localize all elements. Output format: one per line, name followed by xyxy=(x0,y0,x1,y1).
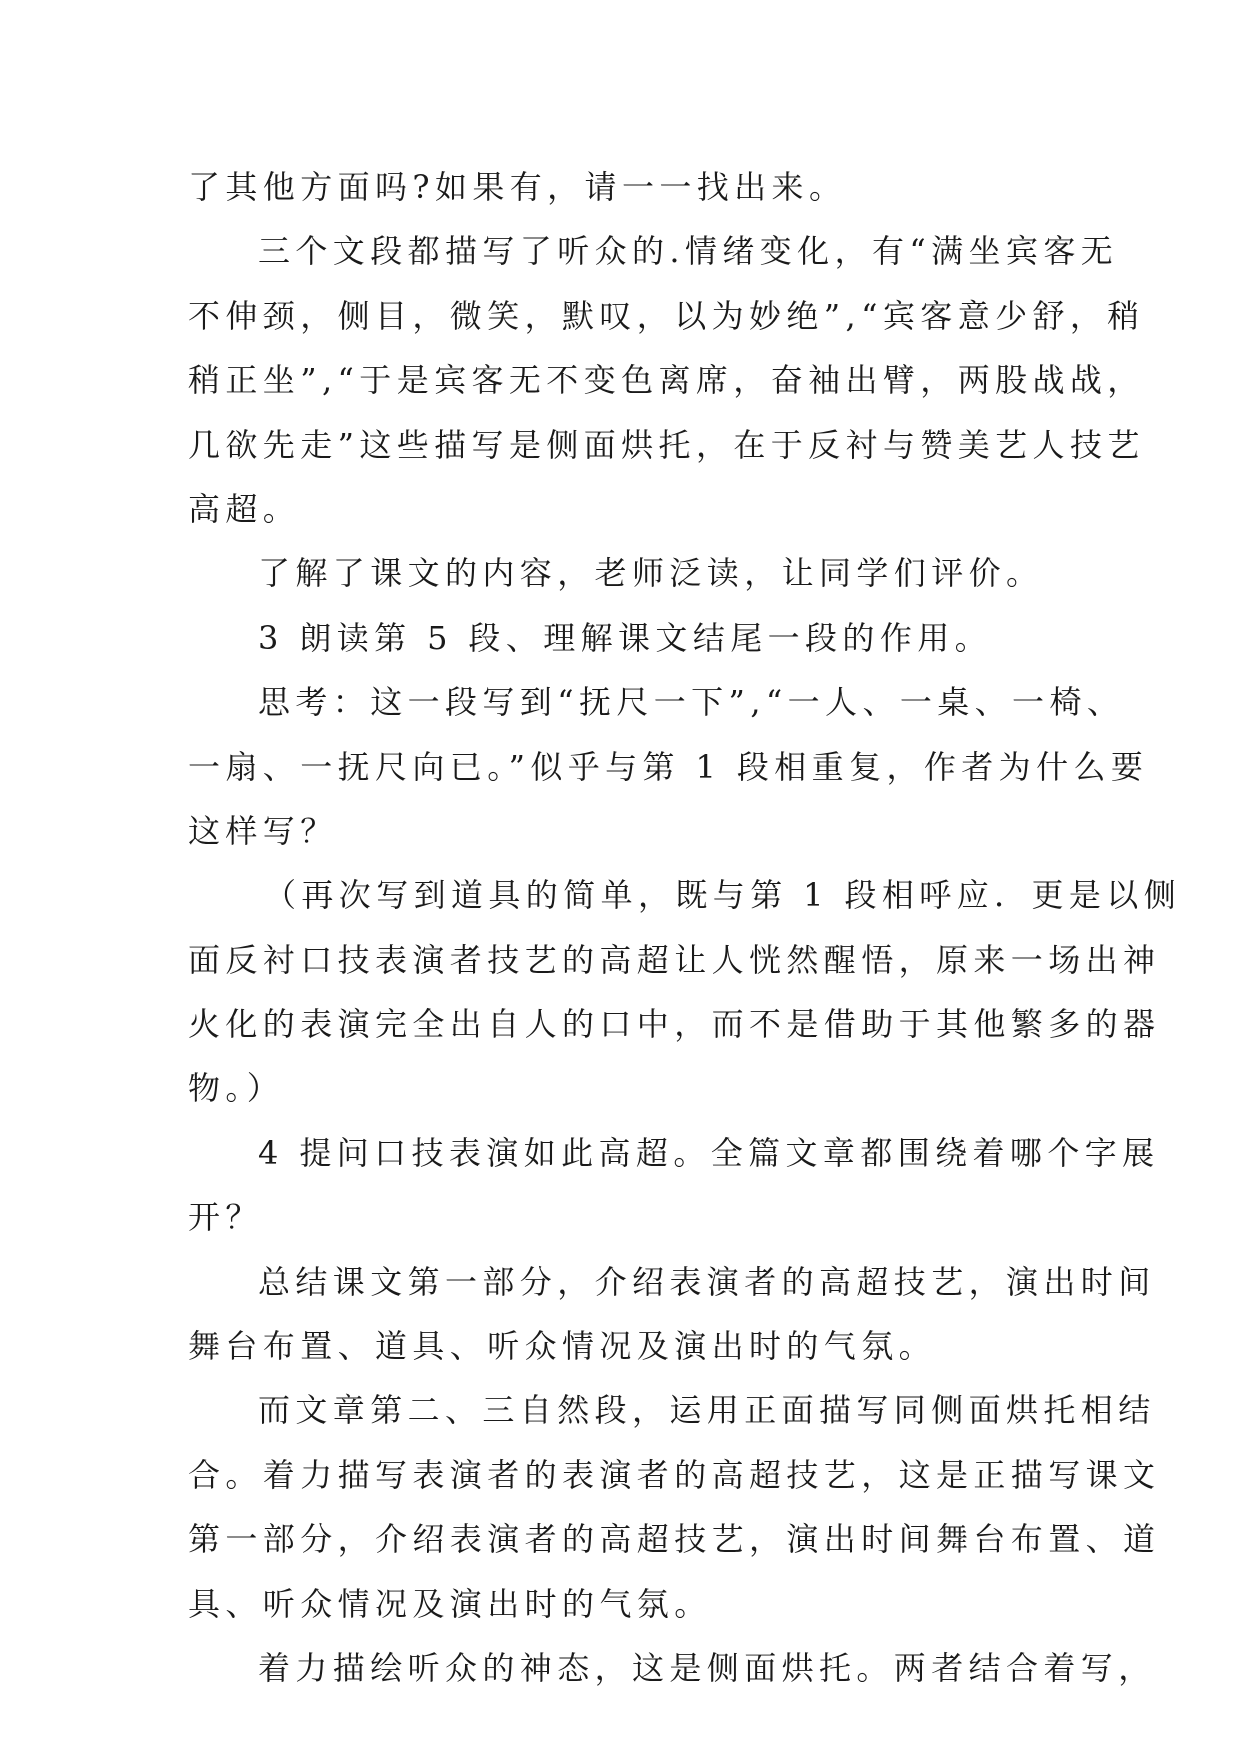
text-line: 一扇、一抚尺向已。”似乎与第 1 段相重复，作者为什么要 xyxy=(188,747,1149,786)
text-line: 总结课文第一部分，介绍表演者的高超技艺，演出时间 xyxy=(258,1262,1156,1301)
text-line: 思考：这一段写到“抚尺一下”,“一人、一桌、一椅、 xyxy=(258,683,1125,722)
text-line: 三个文段都描写了听众的.情绪变化，有“满坐宾客无 xyxy=(258,232,1119,271)
text-line: 合。着力描写表演者的表演者的高超技艺，这是正描写课文 xyxy=(188,1455,1161,1494)
document-body xyxy=(188,155,1182,1700)
text-line: 具、听众情况及演出时的气氛。 xyxy=(188,1584,712,1623)
text-line: 这样写？ xyxy=(188,811,338,850)
text-line: 4 提问口技表演如此高超。全篇文章都围绕着哪个字展 xyxy=(258,1133,1160,1172)
text-line: 稍正坐”,“于是宾客无不变色离席，奋袖出臂，两股战战， xyxy=(188,361,1145,400)
text-line: 了解了课文的内容，老师泛读，让同学们评价。 xyxy=(258,554,1044,593)
text-line: 火化的表演完全出自人的口中，而不是借助于其他繁多的器 xyxy=(188,1005,1161,1044)
text-line: 不伸颈，侧目，微笑，默叹，以为妙绝”,“宾客意少舒，稍 xyxy=(188,296,1145,335)
text-line: 舞台布置、道具、听众情况及演出时的气氛。 xyxy=(188,1327,937,1366)
text-line: 高超。 xyxy=(188,489,301,528)
text-line: 了其他方面吗?如果有，请一一找出来。 xyxy=(188,168,847,206)
text-line: （再次写到道具的简单，既与第 1 段相呼应．更是以侧 xyxy=(264,876,1182,915)
text-line: 着力描绘听众的神态，这是侧面烘托。两者结合着写， xyxy=(258,1648,1156,1687)
text-line: 物。） xyxy=(188,1069,285,1108)
text-line: 第一部分，介绍表演者的高超技艺，演出时间舞台布置、道 xyxy=(188,1520,1161,1559)
text-line: 3 朗读第 5 段、理解课文结尾一段的作用。 xyxy=(258,618,993,657)
text-line: 开？ xyxy=(188,1198,263,1237)
text-line: 而文章第二、三自然段，运用正面描写同侧面烘托相结 xyxy=(258,1391,1156,1430)
text-line: 几欲先走”这些描写是侧面烘托，在于反衬与赞美艺人技艺 xyxy=(188,425,1145,464)
text-line: 面反衬口技表演者技艺的高超让人恍然醒悟，原来一场出神 xyxy=(188,940,1161,979)
